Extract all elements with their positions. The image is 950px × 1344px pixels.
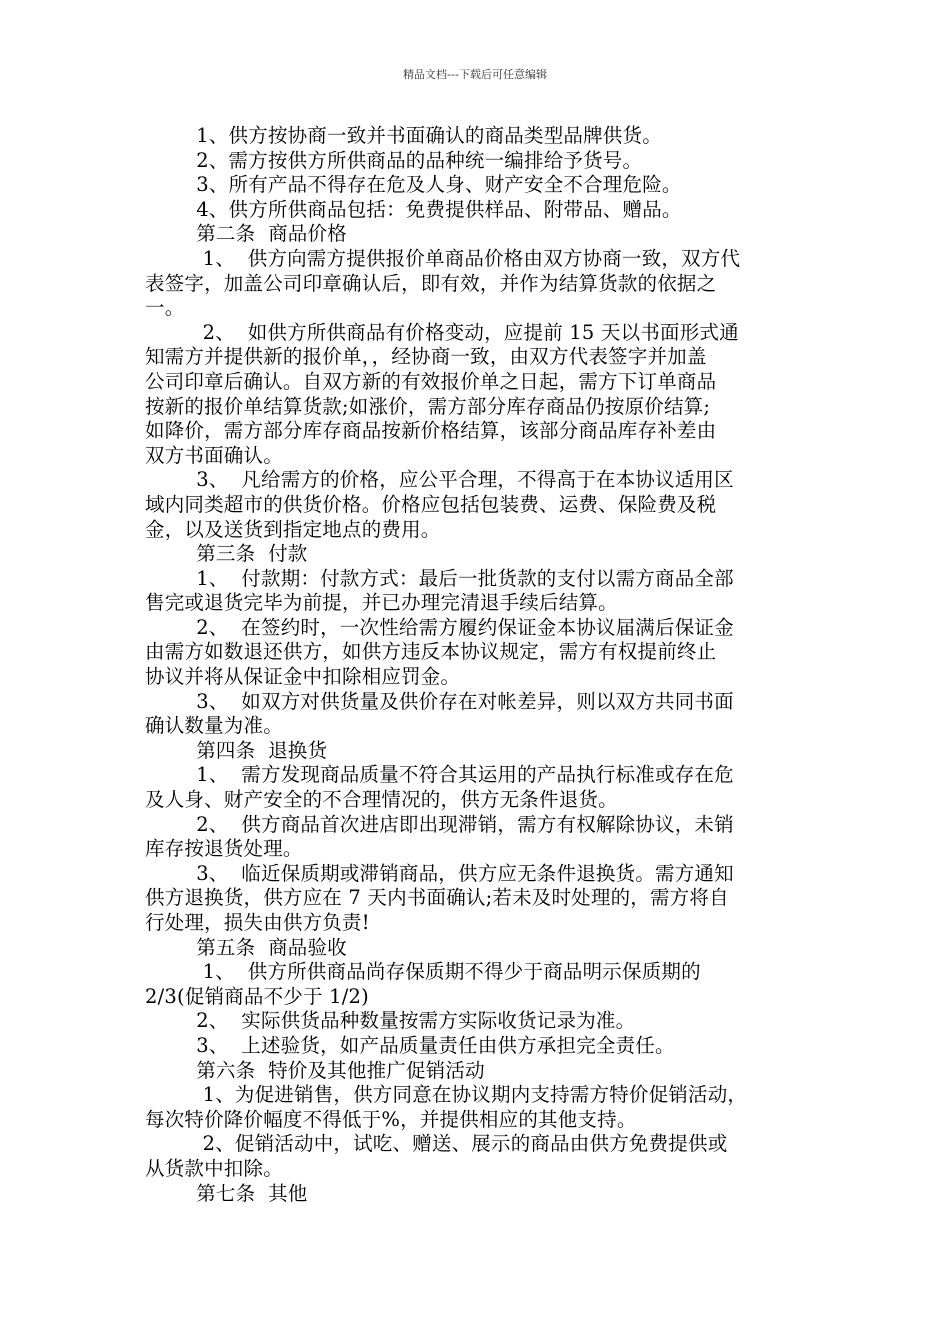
text-line: 双方书面确认。 (145, 443, 283, 467)
document-body (145, 124, 817, 1206)
text-line: 3、 临近保质期或滞销商品，供方应无条件退换货。需方通知 (145, 861, 734, 885)
text-line: 第五条 商品验收 (145, 935, 347, 959)
text-line: 由需方如数退还供方，如供方违反本协议规定，需方有权提前终止 (145, 640, 717, 664)
text-line: 及人身、财产安全的不合理情况的，供方无条件退货。 (145, 788, 618, 812)
text-line: 如降价，需方部分库存商品按新价格结算，该部分商品库存补差由 (145, 419, 717, 443)
text-line: 2、 供方商品首次进店即出现滞销，需方有权解除协议，未销 (145, 812, 734, 836)
text-line: 域内同类超市的供货价格。价格应包括包装费、运费、保险费及税 (145, 492, 717, 516)
text-line: 第七条 其他 (145, 1181, 308, 1205)
text-line: 2、 如供方所供商品有价格变动，应提前 15 天以书面形式通 (145, 320, 739, 344)
text-line: 1、 供方向需方提供报价单商品价格由双方协商一致，双方代 (145, 246, 741, 270)
text-line: 3、 如双方对供货量及供价存在对帐差异，则以双方共同书面 (145, 689, 734, 713)
text-line: 3、所有产品不得存在危及人身、财产安全不合理危险。 (145, 173, 682, 197)
text-line: 第二条 商品价格 (145, 222, 347, 246)
text-line: 3、 凡给需方的价格，应公平合理，不得高于在本协议适用区 (145, 468, 734, 492)
text-line: 1、 需方发现商品质量不符合其运用的产品执行标准或存在危 (145, 763, 734, 787)
text-line: 1、 付款期：付款方式：最后一批货款的支付以需方商品全部 (145, 566, 734, 590)
text-line: 第六条 特价及其他推广促销活动 (145, 1058, 485, 1082)
text-line: 2、 实际供货品种数量按需方实际收货记录为准。 (145, 1009, 636, 1033)
text-line: 2/3(促销商品不少于 1/2) (145, 984, 369, 1008)
text-line: 2、促销活动中，试吃、赠送、展示的商品由供方免费提供或 (145, 1132, 728, 1156)
text-line: 一。 (145, 296, 185, 320)
text-line: 知需方并提供新的报价单，，经协商一致，由双方代表签字并加盖 (145, 345, 707, 369)
text-line: 每次特价降价幅度不得低于%，并提供相应的其他支持。 (145, 1107, 637, 1131)
text-line: 协议并将从保证金中扣除相应罚金。 (145, 665, 461, 689)
text-line: 第三条 付款 (145, 542, 308, 566)
text-line: 3、 上述验货，如产品质量责任由供方承担完全责任。 (145, 1033, 675, 1057)
text-line: 售完或退货完毕为前提，并已办理完清退手续后结算。 (145, 591, 618, 615)
text-line: 1、 供方所供商品尚存保质期不得少于商品明示保质期的 (145, 960, 701, 984)
text-line: 1、为促进销售，供方同意在协议期内支持需方特价促销活动， (145, 1083, 748, 1107)
text-line: 供方退换货，供方应在 7 天内书面确认;若未及时处理的，需方将自 (145, 886, 729, 910)
text-line: 库存按退货处理。 (145, 837, 303, 861)
page-header: 精品文档---下载后可任意编辑 (403, 68, 547, 81)
text-line: 从货款中扣除。 (145, 1156, 283, 1180)
text-line: 金，以及送货到指定地点的费用。 (145, 517, 441, 541)
text-line: 表签字，加盖公司印章确认后，即有效，并作为结算货款的依据之 (145, 271, 717, 295)
text-line: 行处理，损失由供方负责! (145, 911, 370, 934)
text-line: 按新的报价单结算货款;如涨价，需方部分库存商品仍按原价结算; (145, 394, 711, 418)
text-line: 2、需方按供方所供商品的品种统一编排给予货号。 (145, 148, 643, 172)
text-line: 4、供方所供商品包括：免费提供样品、附带品、赠品。 (145, 197, 682, 221)
text-line: 确认数量为准。 (145, 714, 283, 738)
text-line: 2、 在签约时，一次性给需方履约保证金本协议届满后保证金 (145, 615, 734, 639)
text-line: 第四条 退换货 (145, 738, 328, 762)
text-line: 1、供方按协商一致并书面确认的商品类型品牌供货。 (145, 124, 662, 147)
text-line: 公司印章后确认。自双方新的有效报价单之日起，需方下订单商品 (145, 369, 717, 393)
